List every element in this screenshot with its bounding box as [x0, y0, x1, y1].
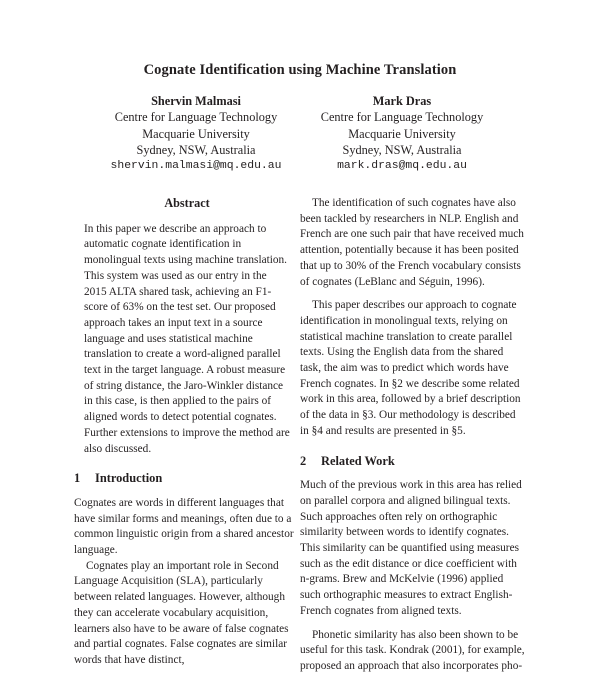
intro-paragraph: Cognates play an important role in Second Language Acquisition (SLA), particularly between related languages. However, although they can accelerate vocabulary acquisition, learners also have to be aware of false cognates and partial cognates. False cognates are similar words that have distinct, — [74, 559, 289, 666]
author-affiliation: Centre for Language Technology — [114, 110, 278, 125]
related-work-paragraph: Phonetic similarity has also been shown to be useful for this task. Kondrak (2001), for example, proposed an approach that also incorporates pho- — [300, 628, 525, 672]
author-email: mark.dras@mq.edu.au — [337, 160, 467, 173]
left-column — [74, 196, 300, 669]
author-name: Mark Dras — [372, 94, 432, 108]
author-location: Sydney, NSW, Australia — [342, 142, 462, 157]
abstract-heading: Abstract — [164, 196, 210, 210]
author-institution: Macquarie University — [142, 126, 250, 141]
abstract-text: In this paper we describe an approach to automatic cognate identification in monolingual texts using machine translation. This system was used as our entry in the 2015 ALTA shared task, achieving an F1-score of 63% on the test set. Our proposed approach takes an input text in a source language and uses statistical machine translation to create a word-aligned parallel text in the target language. A robust measure of string distance, the Jaro-Winkler distance in this case, is then applied to the pairs of aligned words to detect potential cognates. Further extensions to improve the method are also discussed. — [84, 222, 290, 455]
author-name: Shervin Malmasi — [151, 94, 241, 108]
author-affiliation: Centre for Language Technology — [320, 110, 484, 125]
related-work-paragraph: Much of the previous work in this area has relied on parallel corpora and aligned bilingual texts. Such approaches often rely on orthographic similarity between words to identify cognates. This similarity can be quantified using measures such as the edit distance or dice coefficient with n-grams. Brew and McKelvie (1996) applied such orthographic measures to extract English-French cognates from aligned texts. — [300, 479, 522, 617]
body-paragraph: This paper describes our approach to cognate identification in monolingual texts, relying on statistical machine translation to create parallel texts. Using the English data from the shared task, the aim was to predict which words have French cognates. In §2 we describe some related work in this area, followed by a brief description of the data in §3. Our methodology is described in §4 and results are presented in §5. — [300, 299, 521, 437]
body-paragraph: The identification of such cognates have also been tackled by researchers in NLP. English and French are one such pair that have received much attention, potentially because it has been posited that up to 30% of the French vocabulary consists of cognates (LeBlanc and Séguin, 1996). — [300, 197, 524, 288]
section-title: Related Work — [321, 453, 395, 468]
abstract-body — [84, 222, 290, 458]
section-number: 2 — [300, 453, 307, 468]
author-email: shervin.malmasi@mq.edu.au — [110, 160, 282, 173]
author-block-2 — [282, 93, 522, 174]
section-title: Introduction — [95, 471, 163, 486]
right-column — [300, 196, 526, 675]
intro-paragraph: Cognates are words in different languages that have similar forms and meanings, often due to a common linguistic origin from a shared ancestor language. — [74, 496, 294, 557]
author-institution: Macquarie University — [348, 126, 456, 141]
section-heading-related-work — [300, 454, 526, 470]
section-heading-introduction — [74, 471, 300, 487]
author-block-1 — [76, 93, 316, 174]
paper-title: Cognate Identification using Machine Translation — [143, 62, 457, 78]
author-location: Sydney, NSW, Australia — [136, 142, 256, 157]
section-number: 1 — [74, 471, 81, 486]
